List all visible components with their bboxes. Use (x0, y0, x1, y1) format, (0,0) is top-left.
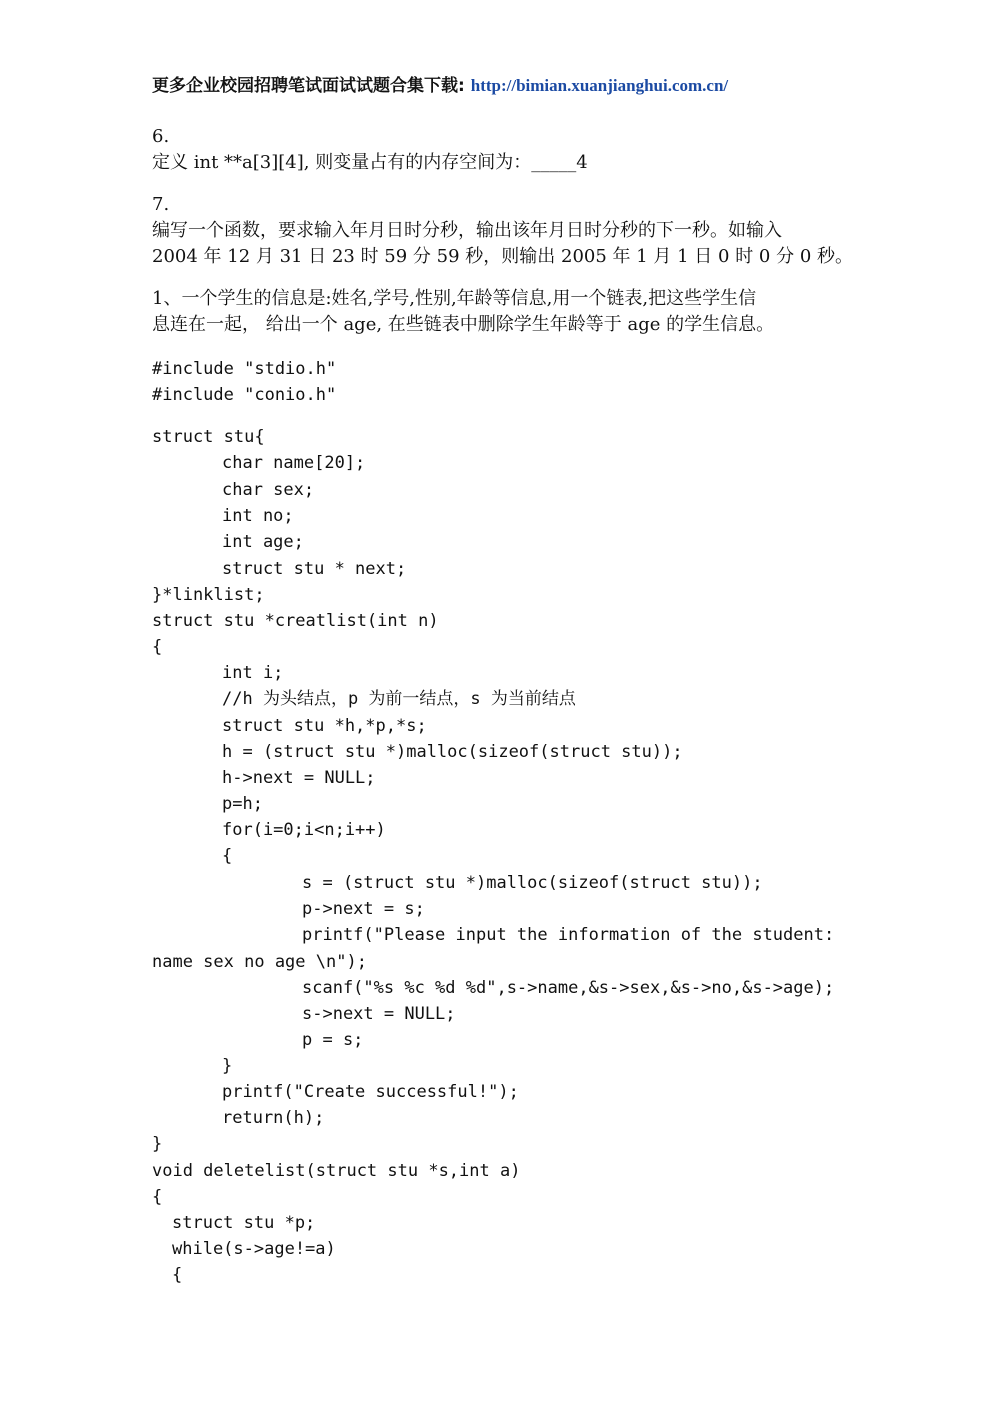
code-line: char name[20]; (222, 453, 366, 473)
code-line: return(h); (222, 1108, 325, 1128)
code-line: { (222, 846, 233, 866)
code-line: h = (struct stu *)malloc(sizeof(struct stu)); (222, 742, 683, 762)
code-line: scanf("%s %c %d %d",s->name,&s->sex,&s->no,&s->age); (302, 978, 835, 998)
code-line: for(i=0;i<n;i++) (222, 820, 386, 840)
question-1-line-2: 息连在一起， 给出一个 age, 在些链表中删除学生年龄等于 age 的学生信息。 (152, 314, 775, 335)
question-7-line-2: 2004 年 12 月 31 日 23 时 59 分 59 秒，则输出 2005 年 1 月 1 日 0 时 0 分 0 秒。 (152, 246, 853, 267)
code-line: name sex no age \n"); (152, 952, 367, 972)
code-line: p->next = s; (302, 899, 425, 919)
code-line: struct stu * next; (222, 559, 407, 579)
code-line: }*linklist; (152, 585, 265, 605)
page-header (152, 74, 728, 98)
code-line: int age; (222, 532, 304, 552)
code-line: struct stu *h,*p,*s; (222, 716, 427, 736)
code-line: h->next = NULL; (222, 768, 376, 788)
question-7-line-1: 编写一个函数，要求输入年月日时分秒，输出该年月日时分秒的下一秒。如输入 (152, 220, 782, 241)
code-line: struct stu *creatlist(int n) (152, 611, 439, 631)
code-line: printf("Create successful!"); (222, 1082, 519, 1102)
header-title: 更多企业校园招聘笔试面试试题合集下载: (152, 76, 465, 96)
code-line: void deletelist(struct stu *s,int a) (152, 1161, 521, 1181)
code-line: struct stu{ (152, 427, 265, 447)
code-line: { (152, 1187, 163, 1207)
code-line: printf("Please input the information of the student: (302, 925, 835, 945)
code-line: int no; (222, 506, 294, 526)
code-line: { (152, 637, 163, 657)
question-6-text: 定义 int **a[3][4], 则变量占有的内存空间为：_____4 (152, 152, 588, 173)
question-7-number: 7. (152, 194, 170, 215)
code-line: struct stu *p; (172, 1213, 316, 1233)
code-line: s->next = NULL; (302, 1004, 456, 1024)
code-line: } (222, 1056, 233, 1076)
code-line: { (172, 1265, 183, 1285)
code-line: p = s; (302, 1030, 364, 1050)
code-line: #include "stdio.h" (152, 359, 337, 379)
code-line: int i; (222, 663, 284, 683)
code-line: #include "conio.h" (152, 385, 337, 405)
header-url-link[interactable]: http://bimian.xuanjianghui.com.cn/ (470, 76, 729, 95)
code-line: while(s->age!=a) (172, 1239, 336, 1259)
code-line: s = (struct stu *)malloc(sizeof(struct stu)); (302, 873, 763, 893)
question-6-number: 6. (152, 126, 170, 147)
code-comment-line: //h 为头结点，p 为前一结点，s 为当前结点 (222, 689, 576, 709)
code-line: p=h; (222, 794, 263, 814)
code-line: } (152, 1134, 163, 1154)
question-1-line-1: 1、一个学生的信息是:姓名,学号,性别,年龄等信息,用一个链表,把这些学生信 (152, 288, 757, 309)
code-line: char sex; (222, 480, 315, 500)
